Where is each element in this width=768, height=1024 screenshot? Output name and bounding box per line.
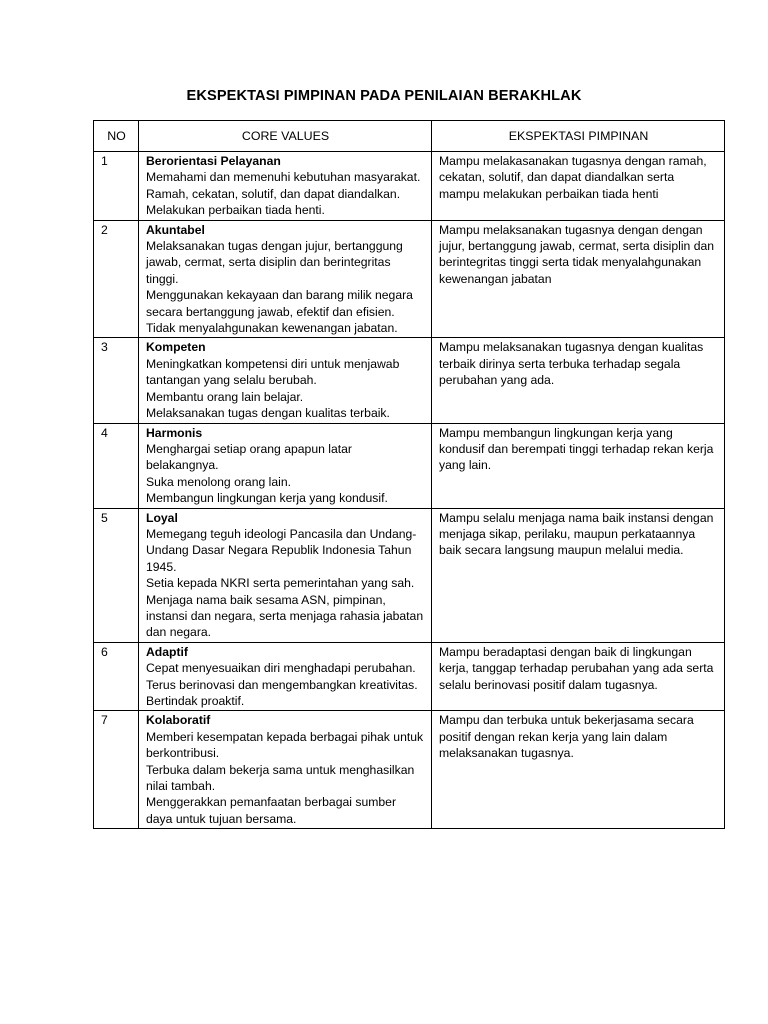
table-row bbox=[94, 152, 725, 221]
behavior-item: Ramah, cekatan, solutif, dan dapat diandalkan. bbox=[146, 186, 401, 201]
ekspektasi-cell: Mampu membangun lingkungan kerja yang kondusif dan berempati tinggi terhadap rekan kerja yang lain. bbox=[432, 423, 725, 508]
core-value-cell bbox=[139, 220, 432, 338]
behavior-item: Menjaga nama baik sesama ASN, pimpinan, instansi dan negara, serta menjaga rahasia jabatan dan negara. bbox=[146, 592, 424, 640]
header-core-values: CORE VALUES bbox=[139, 121, 432, 152]
behavior-item: Setia kepada NKRI serta pemerintahan yang sah. bbox=[146, 576, 415, 591]
table-header-row bbox=[94, 121, 725, 152]
core-value-name: Kompeten bbox=[146, 340, 206, 355]
behavior-item: Memahami dan memenuhi kebutuhan masyarakat. bbox=[146, 170, 421, 185]
core-value-name: Adaptif bbox=[146, 644, 188, 659]
core-value-name: Berorientasi Pelayanan bbox=[146, 154, 281, 168]
behavior-item: Terbuka dalam bekerja sama untuk menghasilkan nilai tambah. bbox=[146, 762, 415, 794]
behavior-item: Cepat menyesuaikan diri menghadapi perubahan. bbox=[146, 661, 416, 676]
core-value-name: Kolaboratif bbox=[146, 713, 211, 728]
core-value-name: Akuntabel bbox=[146, 222, 205, 237]
behavior-item: Melaksanakan tugas dengan jujur, bertanggung jawab, cermat, serta disiplin dan berintegritas tinggi. bbox=[146, 239, 403, 286]
core-value-cell bbox=[139, 152, 432, 221]
behavior-item: Menghargai setiap orang apapun latar belakangnya. bbox=[146, 441, 352, 473]
ekspektasi-cell: Mampu melakasanakan tugasnya dengan ramah, cekatan, solutif, dan dapat diandalkan serta mampu melakukan perbaikan tiada henti bbox=[432, 152, 725, 221]
core-value-cell bbox=[139, 423, 432, 508]
behavior-item: Tidak menyalahgunakan kewenangan jabatan. bbox=[146, 321, 398, 336]
table-row bbox=[94, 642, 725, 711]
header-no: NO bbox=[94, 121, 139, 152]
ekspektasi-cell: Mampu selalu menjaga nama baik instansi dengan menjaga sikap, perilaku, maupun perkataannya baik secara langsung maupun melalui media. bbox=[432, 508, 725, 642]
core-value-cell bbox=[139, 642, 432, 711]
core-value-name: Harmonis bbox=[146, 425, 203, 440]
table-row bbox=[94, 338, 725, 423]
row-number: 2 bbox=[94, 220, 139, 338]
behavior-item: Memegang teguh ideologi Pancasila dan Undang-Undang Dasar Negara Republik Indonesia Tahun 1945. bbox=[146, 526, 417, 574]
behavior-item: Melakukan perbaikan tiada henti. bbox=[146, 203, 325, 218]
ekspektasi-cell: Mampu beradaptasi dengan baik di lingkungan kerja, tanggap terhadap perubahan yang ada serta selalu berinovasi positif dalam tugasnya. bbox=[432, 642, 725, 711]
row-number: 5 bbox=[94, 508, 139, 642]
behavior-item: Meningkatkan kompetensi diri untuk menjawab tantangan yang selalu berubah. bbox=[146, 356, 400, 388]
behavior-item: Terus berinovasi dan mengembangkan kreativitas. bbox=[146, 677, 418, 692]
behavior-item: Suka menolong orang lain. bbox=[146, 474, 291, 489]
core-values-table bbox=[93, 120, 725, 829]
row-number: 7 bbox=[94, 711, 139, 829]
row-number: 3 bbox=[94, 338, 139, 423]
core-value-cell bbox=[139, 338, 432, 423]
behavior-item: Memberi kesempatan kepada berbagai pihak untuk berkontribusi. bbox=[146, 729, 424, 761]
row-number: 1 bbox=[94, 152, 139, 221]
behavior-item: Bertindak proaktif. bbox=[146, 694, 245, 708]
core-value-cell bbox=[139, 508, 432, 642]
core-value-name: Loyal bbox=[146, 510, 178, 525]
header-ekspektasi: EKSPEKTASI PIMPINAN bbox=[432, 121, 725, 152]
core-value-cell bbox=[139, 711, 432, 829]
row-number: 6 bbox=[94, 642, 139, 711]
ekspektasi-cell: Mampu melaksanakan tugasnya dengan dengan jujur, bertanggung jawab, cermat, serta disiplin dan berintegritas tinggi serta tidak menyalahgunakan kewenangan jabatan bbox=[432, 220, 725, 338]
behavior-item: Menggunakan kekayaan dan barang milik negara secara bertanggung jawab, efektif dan efisien. bbox=[146, 288, 413, 319]
document-title: EKSPEKTASI PIMPINAN PADA PENILAIAN BERAKHLAK bbox=[186, 88, 582, 104]
row-number: 4 bbox=[94, 423, 139, 508]
behavior-item: Membantu orang lain belajar. bbox=[146, 389, 304, 404]
behavior-item: Membangun lingkungan kerja yang kondusif. bbox=[146, 491, 388, 506]
ekspektasi-cell: Mampu dan terbuka untuk bekerjasama secara positif dengan rekan kerja yang lain dalam melaksanakan tugasnya. bbox=[432, 711, 725, 829]
behavior-item: Menggerakkan pemanfaatan berbagai sumber daya untuk tujuan bersama. bbox=[146, 795, 397, 826]
ekspektasi-cell: Mampu melaksanakan tugasnya dengan kualitas terbaik dirinya serta terbuka terhadap segala perubahan yang ada. bbox=[432, 338, 725, 423]
table-row bbox=[94, 220, 725, 338]
table-row bbox=[94, 423, 725, 508]
behavior-item: Melaksanakan tugas dengan kualitas terbaik. bbox=[146, 406, 390, 421]
table-row bbox=[94, 711, 725, 829]
table-row bbox=[94, 508, 725, 642]
